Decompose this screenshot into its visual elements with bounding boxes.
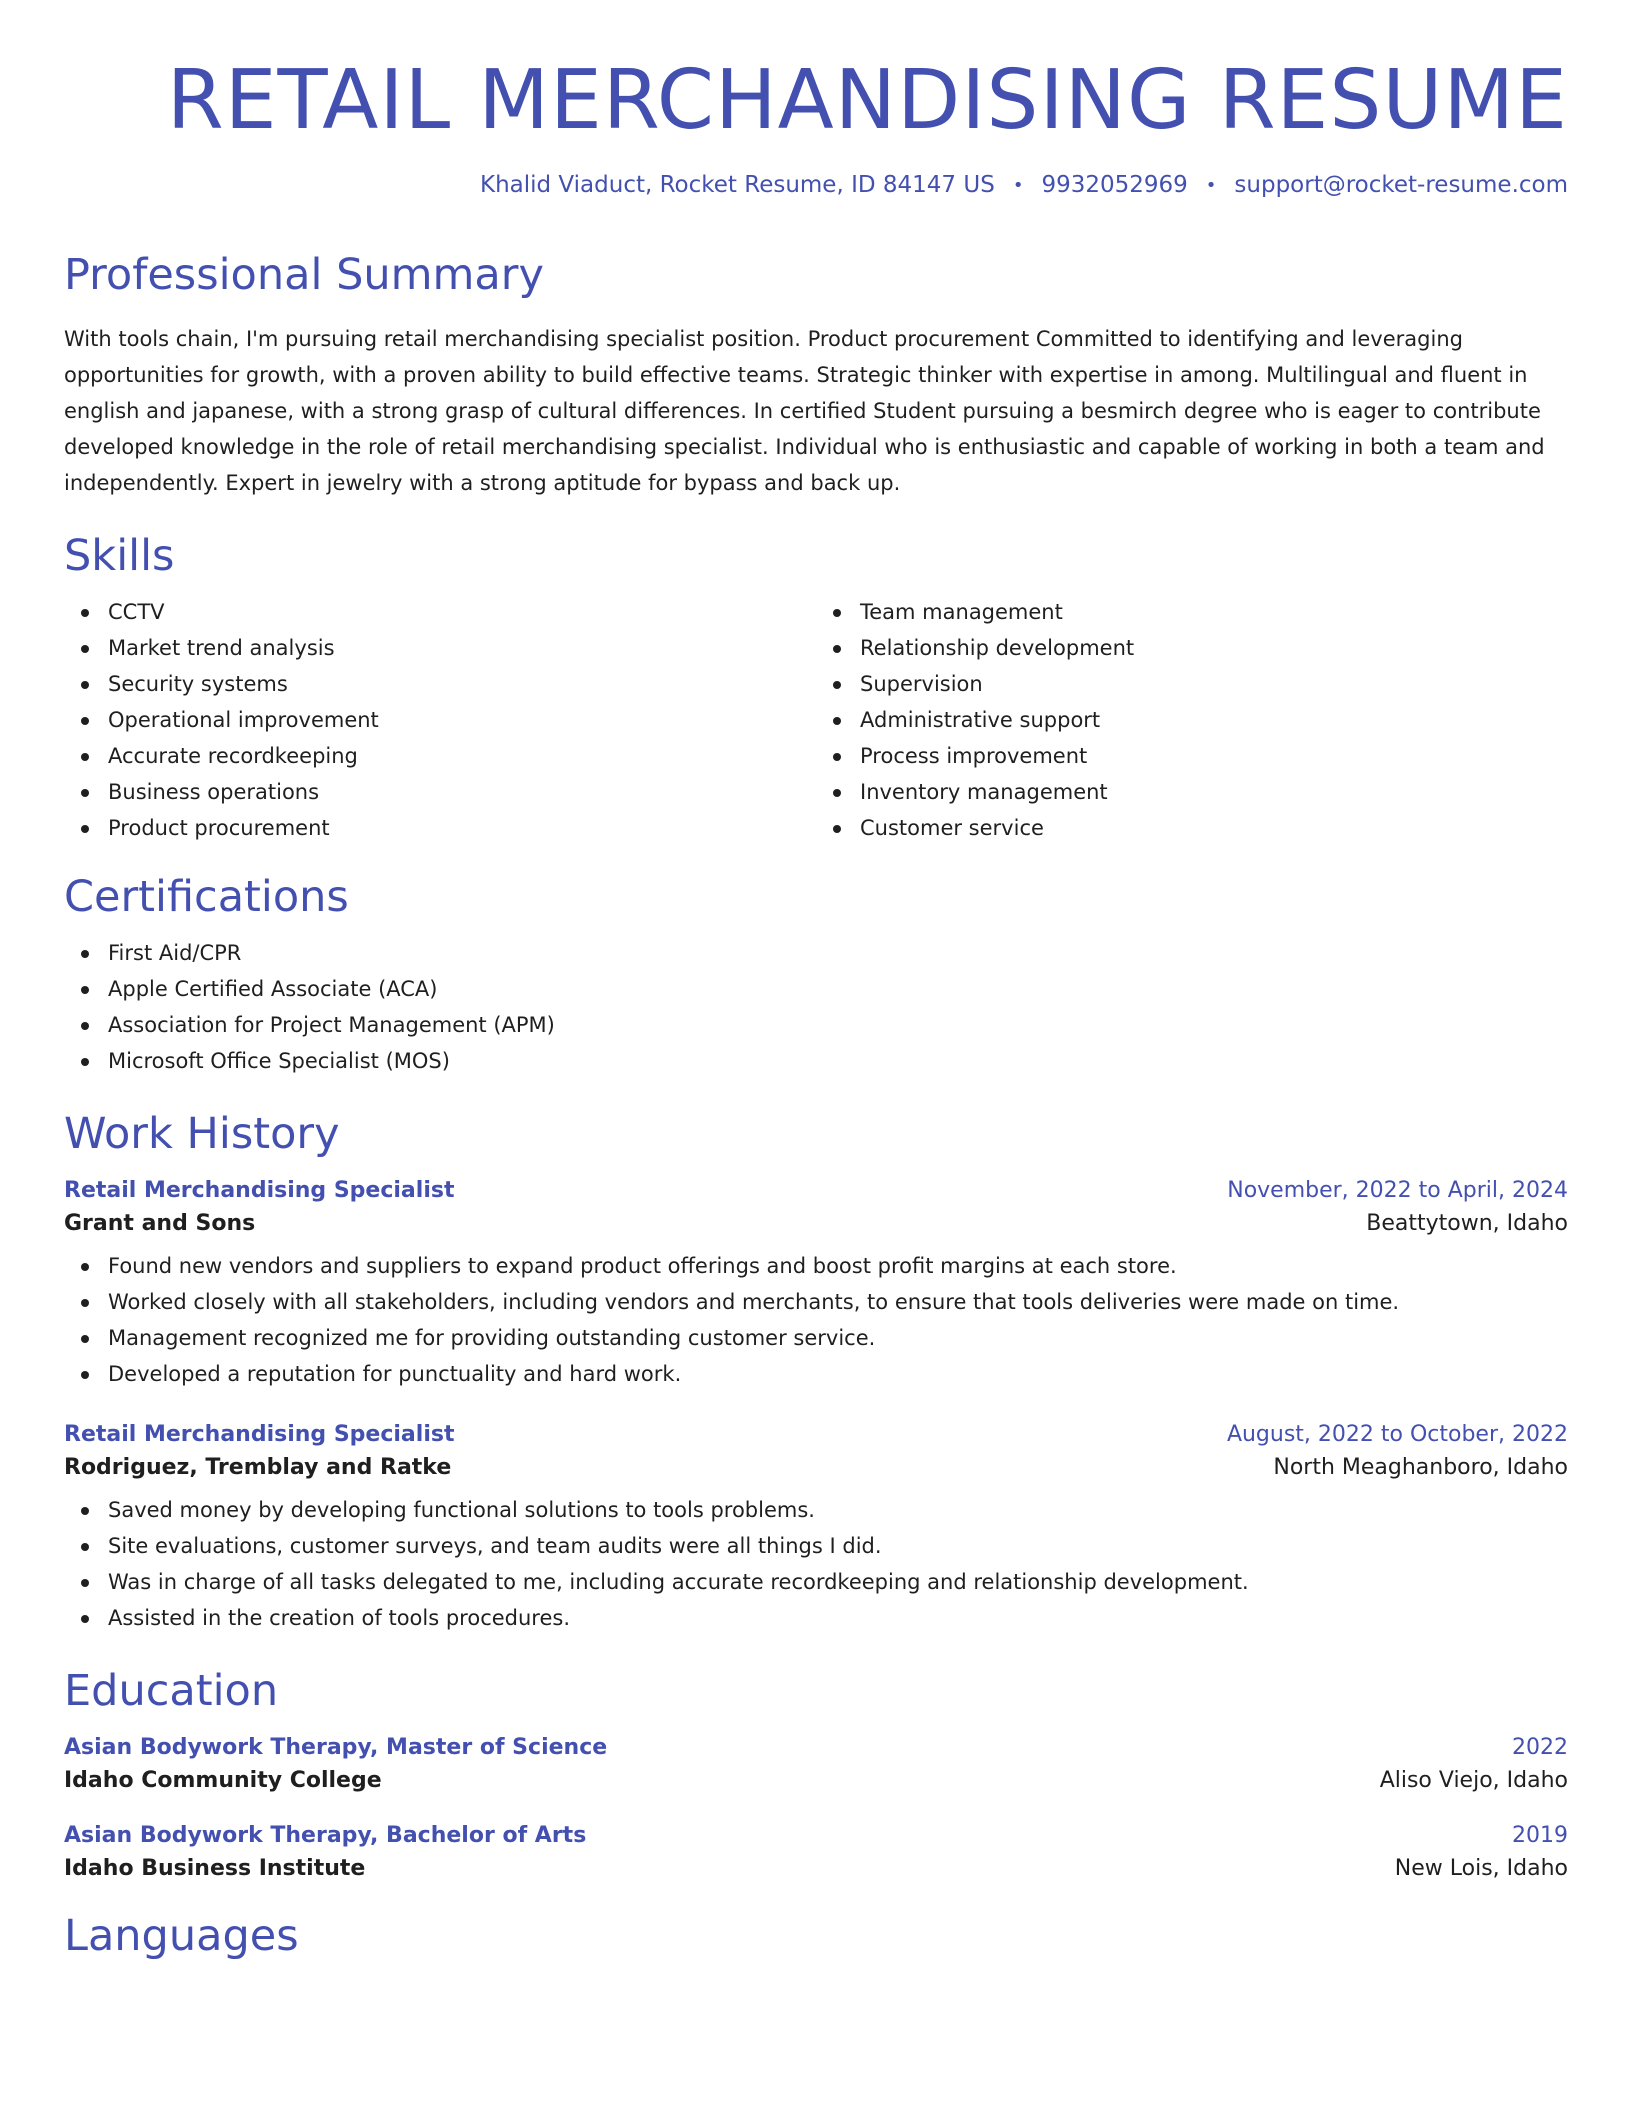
skill-item: Process improvement xyxy=(860,738,1568,774)
education-school: Idaho Community College xyxy=(64,1768,382,1793)
resume-title: RETAIL MERCHANDISING RESUME xyxy=(166,53,1568,148)
contact-info xyxy=(64,172,1568,198)
skills-columns xyxy=(64,594,1568,846)
education-year: 2019 xyxy=(1512,1823,1568,1848)
job-location: Beattytown, Idaho xyxy=(1366,1211,1568,1236)
skill-item: Administrative support xyxy=(860,702,1568,738)
job-entry xyxy=(64,1178,1568,1392)
skill-item: Relationship development xyxy=(860,630,1568,666)
education-entry xyxy=(64,1735,1568,1793)
skill-item: Product procurement xyxy=(108,810,816,846)
job-company: Rodriguez, Tremblay and Ratke xyxy=(64,1455,452,1480)
skill-item: Business operations xyxy=(108,774,816,810)
contact-email: support@rocket-resume.com xyxy=(1234,172,1568,198)
education-header xyxy=(64,1823,1568,1848)
education-location: Aliso Viejo, Idaho xyxy=(1379,1768,1568,1793)
education-subheader xyxy=(64,1768,1568,1793)
job-title: Retail Merchandising Specialist xyxy=(64,1178,455,1203)
contact-separator: • xyxy=(1205,174,1217,196)
job-duty-item: Saved money by developing functional solutions to tools problems. xyxy=(108,1492,1568,1528)
certification-item: Microsoft Office Specialist (MOS) xyxy=(108,1043,1568,1079)
job-dates: August, 2022 to October, 2022 xyxy=(1226,1422,1568,1447)
job-duty-item: Site evaluations, customer surveys, and team audits were all things I did. xyxy=(108,1528,1568,1564)
job-header xyxy=(64,1422,1568,1447)
job-duty-item: Management recognized me for providing outstanding customer service. xyxy=(108,1320,1568,1356)
job-duty-item: Assisted in the creation of tools procedures. xyxy=(108,1600,1568,1636)
skill-item: Customer service xyxy=(860,810,1568,846)
education-degree: Asian Bodywork Therapy, Master of Science xyxy=(64,1735,608,1760)
skills-heading: Skills xyxy=(64,531,175,581)
job-duty-item: Worked closely with all stakeholders, including vendors and merchants, to ensure that tools deliveries were made on time. xyxy=(108,1284,1568,1320)
education-entry xyxy=(64,1823,1568,1881)
job-duties xyxy=(64,1248,1568,1392)
education-header xyxy=(64,1735,1568,1760)
job-header xyxy=(64,1178,1568,1203)
work-history-heading: Work History xyxy=(64,1109,340,1159)
job-duty-item: Developed a reputation for punctuality and hard work. xyxy=(108,1356,1568,1392)
job-location: North Meaghanboro, Idaho xyxy=(1273,1455,1568,1480)
job-subheader xyxy=(64,1211,1568,1236)
skill-item: Team management xyxy=(860,594,1568,630)
education-subheader xyxy=(64,1856,1568,1881)
certification-item: Association for Project Management (APM) xyxy=(108,1007,1568,1043)
skill-item: Market trend analysis xyxy=(108,630,816,666)
job-title: Retail Merchandising Specialist xyxy=(64,1422,455,1447)
education-school: Idaho Business Institute xyxy=(64,1856,366,1881)
contact-phone: 9932052969 xyxy=(1041,172,1188,198)
summary-heading: Professional Summary xyxy=(64,250,544,300)
skill-item: Supervision xyxy=(860,666,1568,702)
education-degree: Asian Bodywork Therapy, Bachelor of Arts xyxy=(64,1823,587,1848)
certifications-heading: Certifications xyxy=(64,872,349,922)
certification-item: Apple Certified Associate (ACA) xyxy=(108,971,1568,1007)
job-duties xyxy=(64,1492,1568,1636)
job-entry xyxy=(64,1422,1568,1636)
education-heading: Education xyxy=(64,1666,279,1716)
job-company: Grant and Sons xyxy=(64,1211,256,1236)
skills-list-left xyxy=(64,594,816,846)
job-dates: November, 2022 to April, 2024 xyxy=(1227,1178,1568,1203)
education-year: 2022 xyxy=(1512,1735,1568,1760)
job-duty-item: Was in charge of all tasks delegated to me, including accurate recordkeeping and relationship development. xyxy=(108,1564,1568,1600)
job-duty-item: Found new vendors and suppliers to expand product offerings and boost profit margins at each store. xyxy=(108,1248,1568,1284)
languages-heading: Languages xyxy=(64,1911,299,1961)
certification-item: First Aid/CPR xyxy=(108,935,1568,971)
contact-separator: • xyxy=(1012,174,1024,196)
skill-item: Inventory management xyxy=(860,774,1568,810)
skills-list-right xyxy=(816,594,1568,846)
skill-item: Security systems xyxy=(108,666,816,702)
job-subheader xyxy=(64,1455,1568,1480)
summary-text: With tools chain, I'm pursuing retail merchandising specialist position. Product procurement Committed to identifying and leveraging opportunities for growth, with a proven ability to build effective teams. Strategic thinker with expertise in among. Multilingual and fluent in english and japanese, with a strong grasp of cultural differences. In certified Student pursuing a besmirch degree who is eager to contribute developed knowledge in the role of retail merchandising specialist. Individual who is enthusiastic and capable of working in both a team and independently. Expert in jewelry with a strong aptitude for bypass and back up. xyxy=(64,327,1545,495)
certifications-list xyxy=(64,935,1568,1079)
contact-address: Khalid Viaduct, Rocket Resume, ID 84147 US xyxy=(479,172,995,198)
education-location: New Lois, Idaho xyxy=(1394,1856,1568,1881)
skill-item: Accurate recordkeeping xyxy=(108,738,816,774)
skill-item: Operational improvement xyxy=(108,702,816,738)
skill-item: CCTV xyxy=(108,594,816,630)
